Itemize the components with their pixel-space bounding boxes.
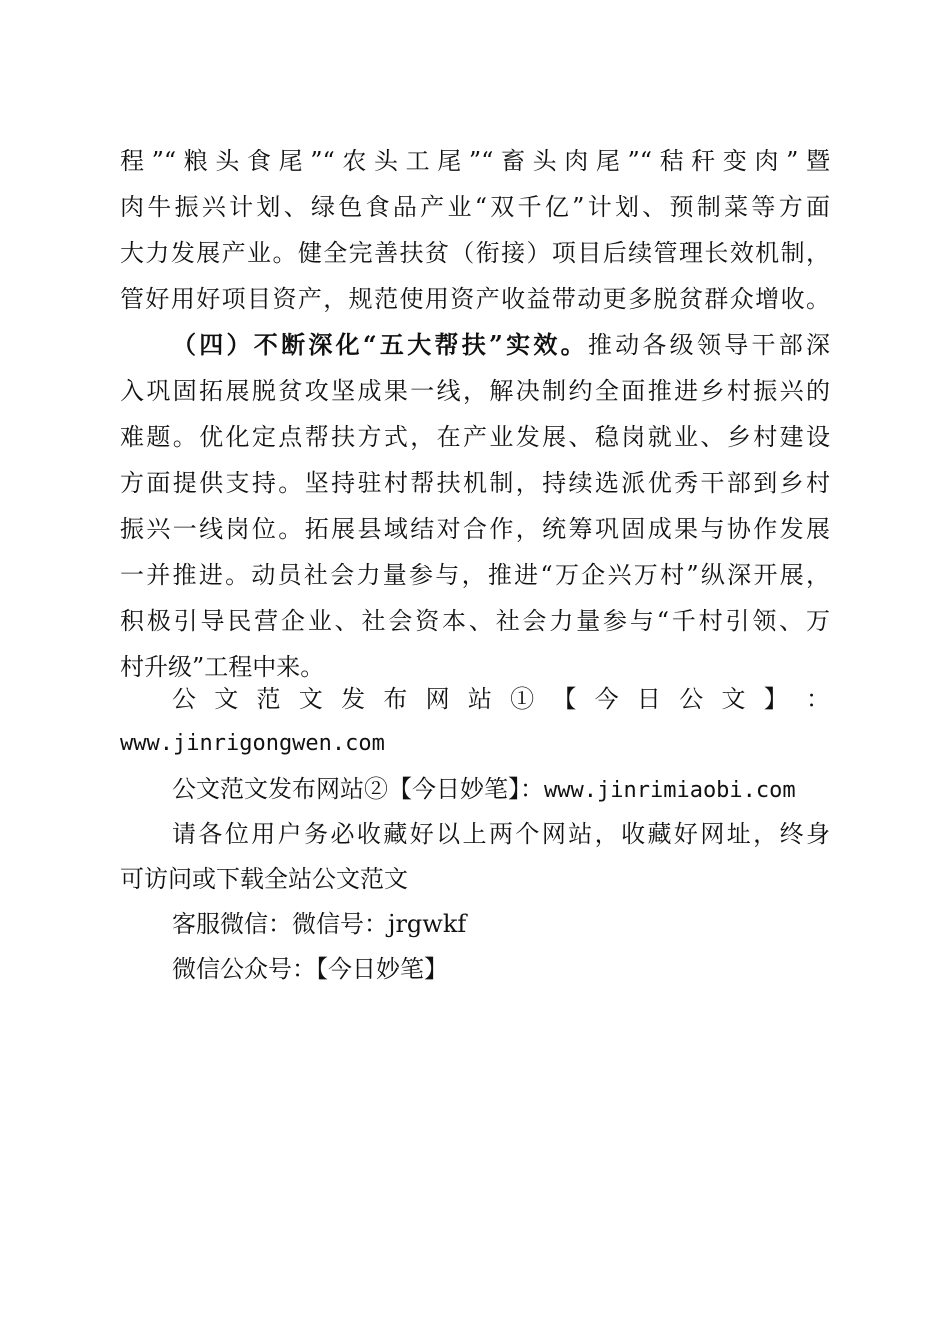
paragraph-line: 方面提供支持。坚持驻村帮扶机制，持续选派优秀干部到乡村 [120, 469, 830, 497]
site1-url[interactable]: www.jinrigongwen.com [120, 731, 385, 756]
wechat-service: 客服微信：微信号：jrgwkf [172, 910, 467, 938]
section-four-first-line [172, 323, 830, 367]
paragraph-line: 振兴一线岗位。拓展县域结对合作，统筹巩固成果与协作发展 [120, 515, 830, 543]
paragraph-line: 一并推进。动员社会力量参与，推进“万企兴万村”纵深开展， [120, 561, 830, 589]
site2-label: 公文范文发布网站②【今日妙笔】： [172, 775, 544, 803]
wechat-official-account: 微信公众号：【今日妙笔】 [172, 955, 448, 983]
notice-line: 可访问或下载全站公文范文 [120, 865, 408, 893]
site1-label: 公 文 范 文 发 布 网 站 ① 【 今 日 公 文 】 ： [172, 685, 830, 713]
paragraph-line: 大力发展产业。健全完善扶贫（衔接）项目后续管理长效机制， [120, 239, 830, 267]
paragraph-line: 程”“粮头食尾”“农头工尾”“畜头肉尾”“秸秆变肉”暨 [120, 147, 830, 175]
paragraph-line: 管好用好项目资产，规范使用资产收益带动更多脱贫群众增收。 [120, 285, 830, 313]
section-four-heading: （四）不断深化“五大帮扶”实效。 [172, 330, 588, 359]
paragraph-line: 难题。优化定点帮扶方式，在产业发展、稳岗就业、乡村建设 [120, 423, 830, 451]
paragraph-line: 肉牛振兴计划、绿色食品产业“双千亿”计划、预制菜等方面 [120, 193, 830, 221]
paragraph-line: 入巩固拓展脱贫攻坚成果一线，解决制约全面推进乡村振兴的 [120, 377, 830, 405]
paragraph-line: 积极引导民营企业、社会资本、社会力量参与“千村引领、万 [120, 607, 830, 635]
site2-url[interactable]: www.jinrimiaobi.com [544, 778, 796, 803]
section-four-first-line-text: 推动各级领导干部深 [587, 331, 831, 359]
site2-line [172, 767, 796, 811]
notice-line: 请各位用户务必收藏好以上两个网站，收藏好网址，终身 [172, 820, 830, 848]
paragraph-line: 村升级”工程中来。 [120, 653, 325, 681]
